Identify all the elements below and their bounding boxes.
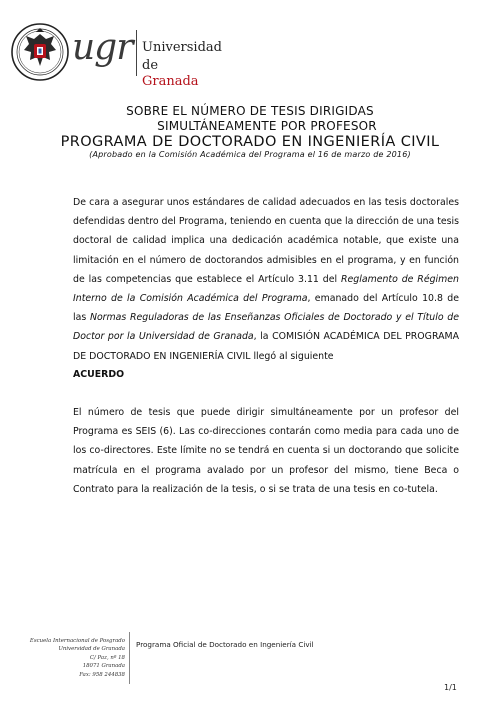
- document-title-line1: SOBRE EL NÚMERO DE TESIS DIRIGIDAS: [126, 104, 374, 118]
- footer-university: Universidad de Granada: [58, 646, 125, 653]
- approval-subtitle: (Aprobado en la Comisión Académica del Programa el 16 de marzo de 2016): [89, 150, 411, 159]
- page-number: 1/1: [444, 683, 457, 692]
- program-title: PROGRAMA DE DOCTORADO EN INGENIERÍA CIVIL: [60, 134, 440, 150]
- intro-text-a: De cara a asegurar unos estándares de calidad adecuados en las tesis doctorales defendidas dentro del Programa, teniendo en cuenta que la dirección de una tesis doctoral de calidad implica una dedicación académica notable, que existe una limitación en el número de doctorandos admisibles en el programa, y en función de las competencias que establece el Artículo 3.11 del: [73, 197, 460, 285]
- footer-school: Escuela Internacional de Posgrado: [29, 638, 125, 644]
- university-seal-icon: [10, 22, 70, 82]
- regulation-reference: Reglamento de Régimen Interno de la Comisión Académica del Programa: [73, 273, 459, 305]
- university-name-line2: [142, 58, 210, 90]
- logo-divider: [136, 30, 137, 76]
- university-city: Granada: [142, 74, 199, 89]
- footer-postal: 18071 Granada: [82, 663, 125, 670]
- footer-address: [20, 637, 125, 679]
- ugr-logotype: ugr: [72, 27, 133, 68]
- university-name-line1: Universidad: [142, 40, 222, 55]
- intro-text-c: , la COMISIÓN ACADÉMICA DEL PROGRAMA DE DOCTORADO EN INGENIERÍA CIVIL llegó al siguiente: [73, 331, 459, 362]
- footer-program: Programa Oficial de Doctorado en Ingeniería Civil: [136, 640, 314, 649]
- agreement-paragraph: El número de tesis que puede dirigir simultáneamente por un profesor del Programa es SEIS (6). Las co-direcciones contarán como media para cada uno de los co-directores. Este límite no se tendrá en cuenta si un doctorando que solicite matrícula en el programa avalado por un profesor del mismo, tiene Beca o Contrato para la realización de la tesis, o si se trata de una tesis en co-tutela.: [73, 407, 459, 495]
- document-title-line2: SIMULTÁNEAMENTE POR PROFESOR: [157, 119, 377, 133]
- footer-fax: Fax: 958 244838: [79, 671, 125, 678]
- footer-street: C/ Paz, nº 18: [89, 654, 125, 661]
- norms-reference: Normas Reguladoras de las Enseñanzas Oficiales de Doctorado y el Título de Doctor por la Universidad de Granada: [73, 312, 459, 343]
- intro-text-b: , emanado del Artículo 10.8 de las: [73, 293, 459, 324]
- agreement-heading: ACUERDO: [73, 369, 125, 380]
- intro-paragraph: [73, 193, 459, 366]
- university-logo: [10, 22, 222, 89]
- university-name-prefix: de: [142, 58, 159, 73]
- footer-divider: [129, 632, 130, 684]
